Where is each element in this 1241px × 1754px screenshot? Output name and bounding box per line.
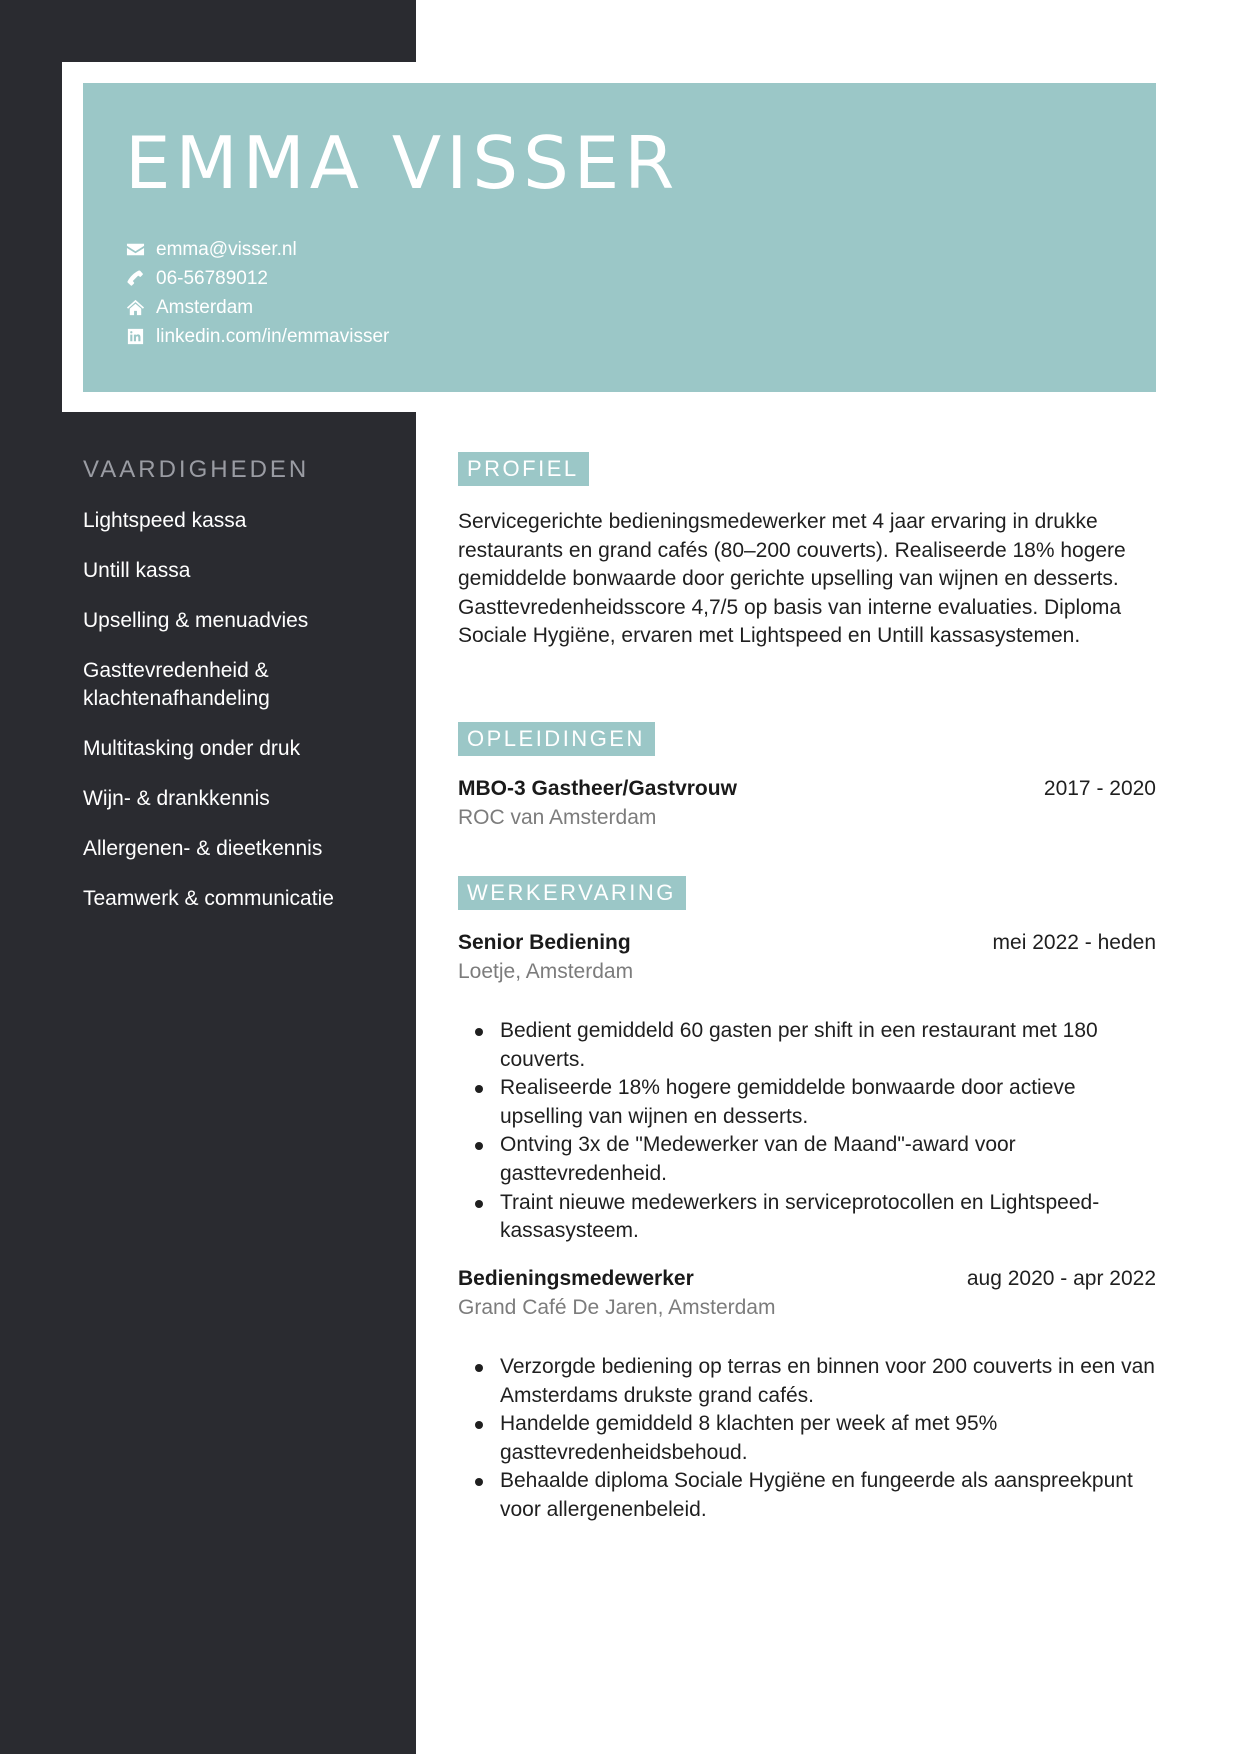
education-degree: MBO-3 Gastheer/Gastvrouw <box>458 777 737 800</box>
skill-item: Wijn- & drankkennis <box>83 787 270 810</box>
bullet-item: Ontving 3x de "Medewerker van de Maand"-award voor gasttevredenheid. <box>458 1131 1156 1188</box>
skill-item: Upselling & menuadvies <box>83 609 309 632</box>
education-heading: OPLEIDINGEN <box>458 722 655 756</box>
experience-heading: WERKERVARING <box>458 876 686 910</box>
candidate-name: EMMA VISSER <box>125 121 680 205</box>
bullet-item: Realiseerde 18% hogere gemiddelde bonwaarde door actieve upselling van wijnen en desserts. <box>458 1074 1156 1131</box>
education-period: 2017 - 2020 <box>1043 777 1156 800</box>
skill-item: Untill kassa <box>83 559 191 582</box>
job-header <box>458 931 1156 955</box>
bullet-item: Bedient gemiddeld 60 gasten per shift in een restaurant met 180 couverts. <box>458 1017 1156 1074</box>
home-icon <box>125 298 145 318</box>
job-company: Loetje, Amsterdam <box>458 960 634 983</box>
bullet-item: Behaalde diploma Sociale Hygiëne en fungeerde als aanspreekpunt voor allergenenbeleid. <box>458 1467 1156 1524</box>
contact-linkedin-text: linkedin.com/in/emmavisser <box>156 325 390 347</box>
bullet-item: Verzorgde bediening op terras en binnen voor 200 couverts in een van Amsterdams drukste grand cafés. <box>458 1353 1156 1410</box>
job-bullets <box>458 1017 1156 1246</box>
skill-item: Teamwerk & communicatie <box>83 887 334 910</box>
education-entry-header <box>458 777 1156 801</box>
profile-text: Servicegerichte bedieningsmedewerker met 4 jaar ervaring in drukke restaurants en grand cafés (80–200 couverts). Realiseerde 18% hogere gemiddelde bonwaarde door gerichte upselling van wijnen en desserts. Gasttevredenheidsscore 4,7/5 op basis van interne evaluaties. Diploma Sociale Hygiëne, ervaren met Lightspeed en Untill kassasystemen. <box>458 510 1126 648</box>
contact-linkedin[interactable] <box>125 322 389 351</box>
contact-email[interactable] <box>125 235 389 264</box>
skill-item: Multitasking onder druk <box>83 737 301 760</box>
skills-list <box>83 507 383 935</box>
contact-email-text: emma@visser.nl <box>156 238 297 260</box>
contact-location-text: Amsterdam <box>156 296 254 318</box>
phone-icon <box>125 269 145 289</box>
job-role: Senior Bediening <box>458 931 631 954</box>
job-role: Bedieningsmedewerker <box>458 1267 694 1290</box>
contact-phone[interactable] <box>125 264 389 293</box>
job-bullets <box>458 1353 1156 1525</box>
job-company: Grand Café De Jaren, Amsterdam <box>458 1296 776 1319</box>
contact-phone-text: 06-56789012 <box>156 267 268 289</box>
bullet-item: Traint nieuwe medewerkers in serviceprotocollen en Lightspeed-kassasysteem. <box>458 1189 1156 1246</box>
envelope-icon <box>125 240 145 260</box>
education-school: ROC van Amsterdam <box>458 806 657 829</box>
job-period: mei 2022 - heden <box>992 931 1156 954</box>
skills-heading: VAARDIGHEDEN <box>83 456 310 483</box>
job-header <box>458 1267 1156 1291</box>
contact-location <box>125 293 389 322</box>
linkedin-icon <box>125 327 145 347</box>
skill-item: Lightspeed kassa <box>83 509 247 532</box>
profile-heading: PROFIEL <box>458 452 589 486</box>
skill-item: Allergenen- & dieetkennis <box>83 837 323 860</box>
bullet-item: Handelde gemiddeld 8 klachten per week af met 95% gasttevredenheidsbehoud. <box>458 1410 1156 1467</box>
job-period: aug 2020 - apr 2022 <box>966 1267 1156 1290</box>
header-banner <box>83 83 1156 392</box>
skill-item: Gasttevredenheid & klachtenafhandeling <box>83 659 270 710</box>
contact-list <box>125 235 389 351</box>
